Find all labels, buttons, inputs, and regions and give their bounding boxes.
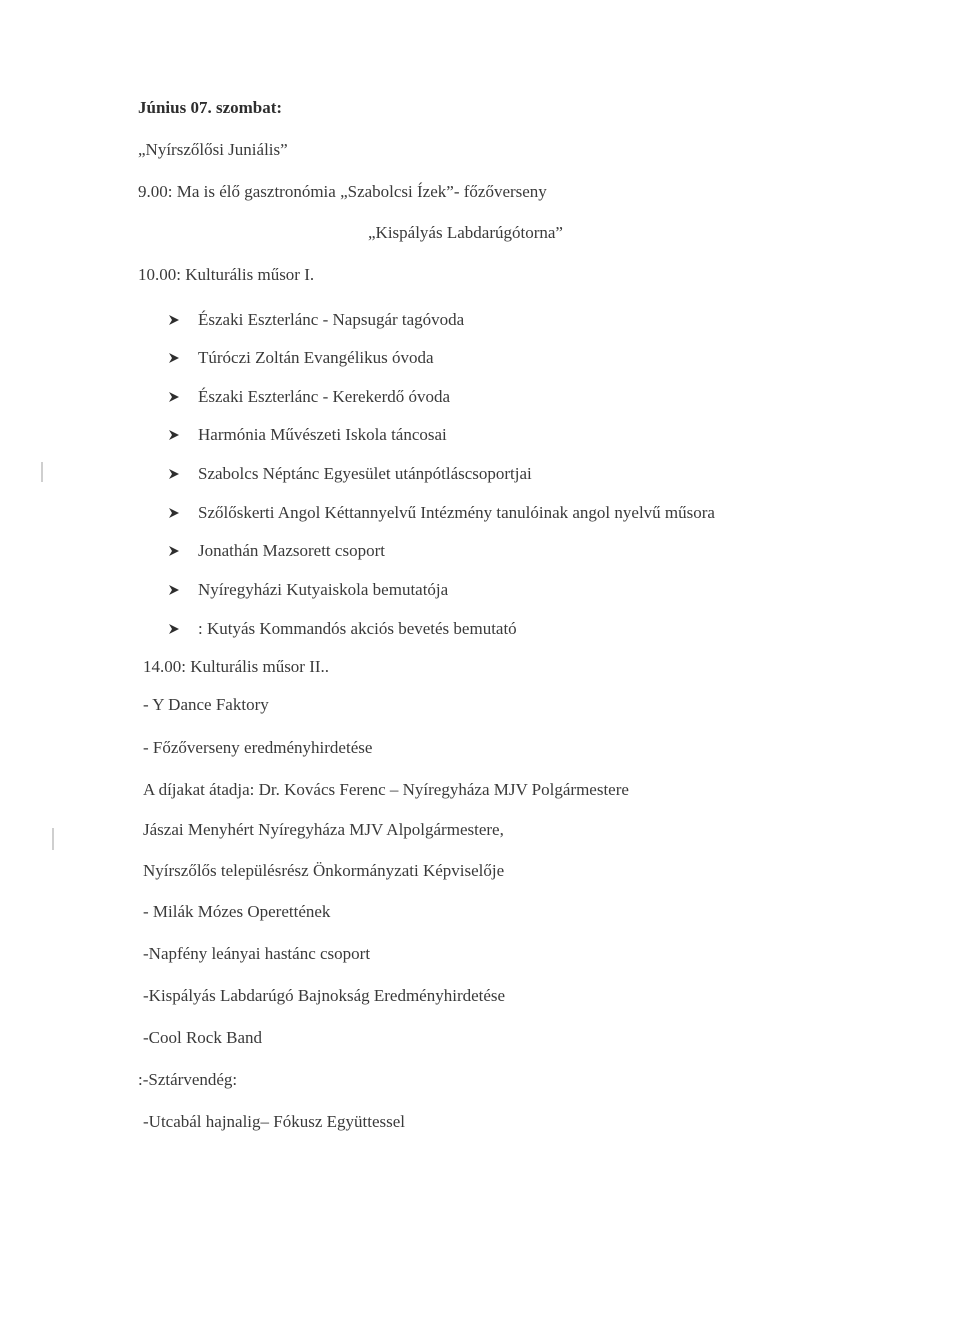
- list-item-label: Harmónia Művészeti Iskola táncosai: [198, 425, 447, 444]
- list-item-label: Északi Eszterlánc - Kerekerdő óvoda: [198, 387, 451, 406]
- list-item: Jászai Menyhért Nyíregyháza MJV Alpolgármestere,: [143, 820, 504, 839]
- list-item: - Főzőverseny eredményhirdetése: [143, 738, 373, 757]
- arrowhead-bullet-icon: [168, 545, 180, 557]
- scan-mark: [52, 828, 54, 850]
- arrowhead-bullet-icon: [168, 623, 180, 635]
- list-item: [168, 386, 450, 408]
- list-item-label: Szabolcs Néptánc Egyesület utánpótláscsoportjai: [198, 464, 532, 483]
- program2-title: 14.00: Kulturális műsor II..: [143, 657, 330, 676]
- list-item: [168, 540, 385, 562]
- arrowhead-bullet-icon: [168, 352, 180, 364]
- list-item: [168, 463, 532, 485]
- list-item-label: : Kutyás Kommandós akciós bevetés bemutató: [198, 619, 517, 638]
- arrowhead-bullet-icon: [168, 429, 180, 441]
- list-item-label: Túróczi Zoltán Evangélikus óvoda: [198, 348, 434, 367]
- list-item: :-Sztárvendég:: [138, 1070, 238, 1089]
- arrowhead-bullet-icon: [168, 391, 180, 403]
- event-name: „Nyírszőlősi Juniális”: [138, 140, 288, 159]
- list-item: [168, 424, 447, 446]
- list-item: [168, 347, 434, 369]
- list-item: -Utcabál hajnalig– Fókusz Együttessel: [143, 1112, 406, 1131]
- list-item: - Milák Mózes Operettének: [143, 902, 331, 921]
- football-tournament-line: „Kispályás Labdarúgótorna”: [368, 223, 563, 242]
- arrowhead-bullet-icon: [168, 507, 180, 519]
- list-item: [168, 618, 517, 640]
- list-item: A díjakat átadja: Dr. Kovács Ferenc – Nyíregyháza MJV Polgármestere: [143, 780, 629, 799]
- list-item-label: Szőlőskerti Angol Kéttannyelvű Intézmény tanulóinak angol nyelvű műsora: [198, 503, 715, 522]
- program1-title: 10.00: Kulturális műsor I.: [138, 265, 315, 284]
- list-item-label: Északi Eszterlánc - Napsugár tagóvoda: [198, 310, 465, 329]
- arrowhead-bullet-icon: [168, 584, 180, 596]
- list-item: [168, 309, 464, 331]
- list-item: -Cool Rock Band: [143, 1028, 262, 1047]
- list-item: -Kispályás Labdarúgó Bajnokság Eredményhirdetése: [143, 986, 506, 1005]
- arrowhead-bullet-icon: [168, 468, 180, 480]
- arrowhead-bullet-icon: [168, 314, 180, 326]
- list-item: Nyírszőlős településrész Önkormányzati Képviselője: [143, 861, 505, 880]
- scan-mark: [41, 462, 43, 482]
- list-item-label: Nyíregyházi Kutyaiskola bemutatója: [198, 580, 449, 599]
- date-heading: Június 07. szombat:: [138, 98, 283, 117]
- list-item: - Y Dance Faktory: [143, 695, 269, 714]
- list-item: [168, 579, 448, 601]
- list-item-label: Jonathán Mazsorett csoport: [198, 541, 385, 560]
- list-item: [168, 502, 715, 524]
- cooking-contest-line: 9.00: Ma is élő gasztronómia „Szabolcsi Ízek”- főzőverseny: [138, 182, 547, 201]
- list-item: -Napfény leányai hastánc csoport: [143, 944, 371, 963]
